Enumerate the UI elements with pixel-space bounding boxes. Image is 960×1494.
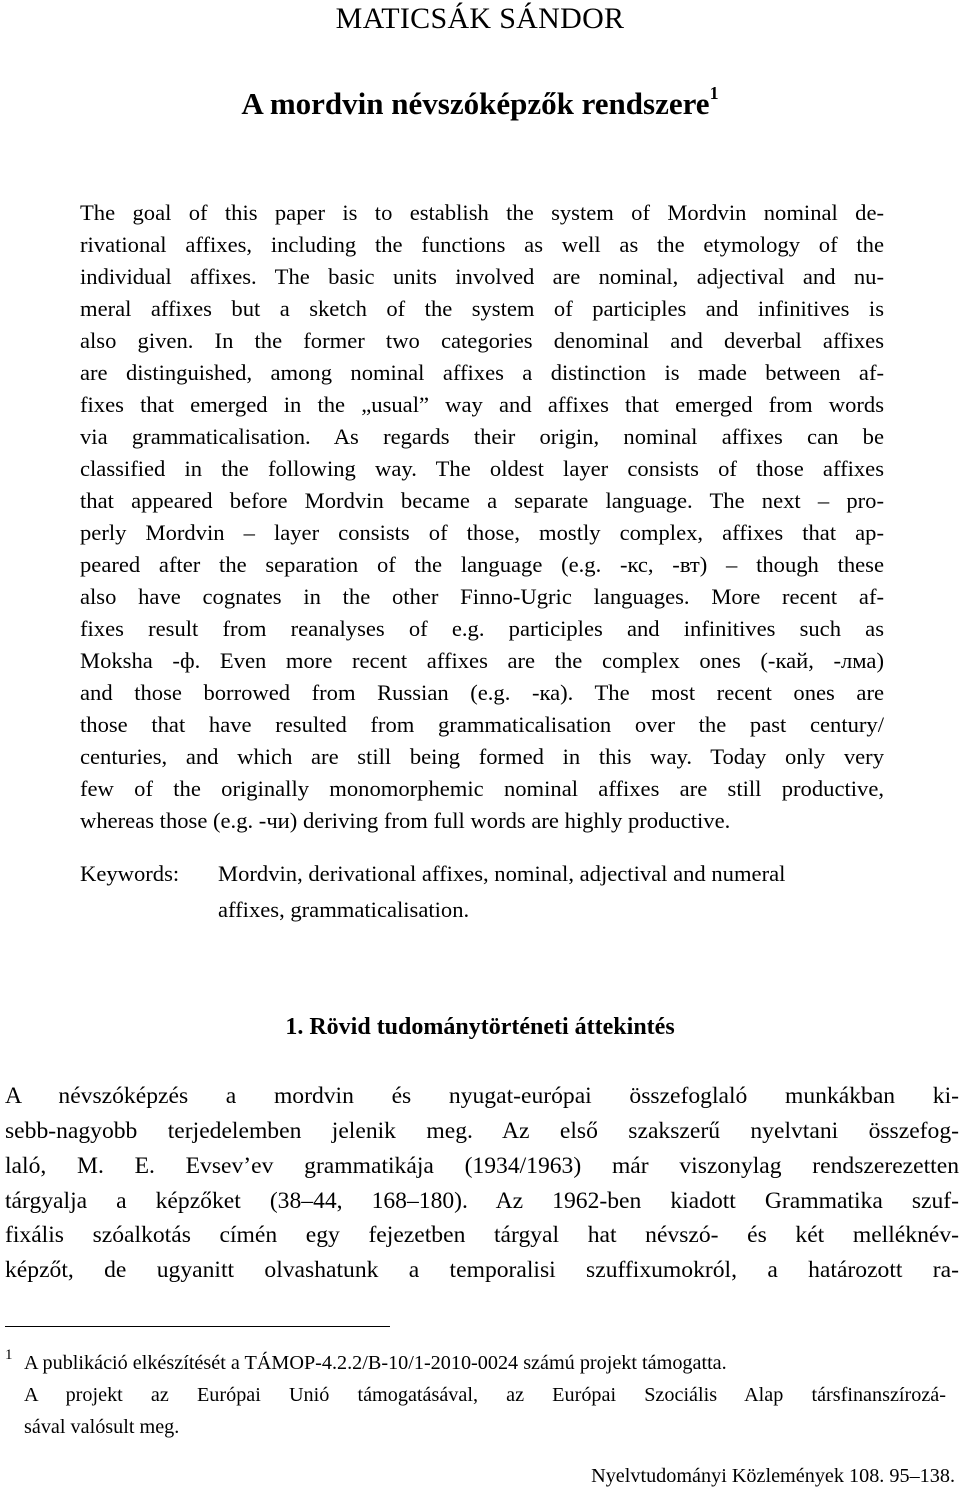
abstract-line: The goal of this paper is to establish the system of Mordvin nominal de- bbox=[80, 200, 884, 225]
body-line: laló, M. E. Evsev’ev grammatikája (1934/1963) már viszonylag rendszerezetten bbox=[5, 1153, 959, 1179]
section-heading: 1. Rövid tudománytörténeti áttekintés bbox=[285, 1014, 675, 1040]
author-name: MATICSÁK SÁNDOR bbox=[335, 2, 625, 35]
abstract-line: that appeared before Mordvin became a separate language. The next – pro- bbox=[80, 488, 884, 513]
footnote-number: 1 bbox=[5, 1347, 13, 1363]
footnote-line: A projekt az Európai Unió támogatásával, az Európai Szociális Alap társfinanszírozá- bbox=[24, 1384, 946, 1406]
footnote-line: A publikáció elkészítését a TÁMOP-4.2.2/B-10/1-2010-0024 számú projekt támogatta. bbox=[24, 1352, 727, 1374]
abstract-line: perly Mordvin – layer consists of those, mostly complex, affixes that ap- bbox=[80, 520, 884, 545]
abstract-line: meral affixes but a sketch of the system of participles and infinitives is bbox=[80, 296, 884, 321]
abstract-line: individual affixes. The basic units involved are nominal, adjectival and nu- bbox=[80, 264, 884, 289]
body-line: A névszóképzés a mordvin és nyugat-európai összefoglaló munkákban ki- bbox=[5, 1083, 959, 1109]
abstract-line: Moksha -ф. Even more recent affixes are the complex ones (-кай, -лма) bbox=[80, 648, 884, 673]
abstract-line: fixes that emerged in the „usual” way and affixes that emerged from words bbox=[80, 392, 884, 417]
abstract-line: few of the originally monomorphemic nominal affixes are still productive, bbox=[80, 776, 884, 801]
body-line: tárgyalja a képzőket (38‒44, 168‒180). Az 1962-ben kiadott Grammatika szuf- bbox=[5, 1188, 959, 1214]
footnote-line: sával valósult meg. bbox=[24, 1416, 180, 1438]
footnote-divider bbox=[5, 1326, 390, 1327]
body-line: képzőt, de ugyanitt olvashatunk a temporalisi szuffixumokról, a határozott ra- bbox=[5, 1257, 959, 1283]
journal-reference: Nyelvtudományi Közlemények 108. 95–138. bbox=[591, 1465, 955, 1487]
abstract-line: via grammaticalisation. As regards their origin, nominal affixes can be bbox=[80, 424, 884, 449]
abstract-line: centuries, and which are still being formed in this way. Today only very bbox=[80, 744, 884, 769]
abstract-line: peared after the separation of the language (e.g. -кс, -вт) – though these bbox=[80, 552, 884, 577]
body-line: fixális szóalkotás címén egy fejezetben tárgyal hat névszó- és két melléknév- bbox=[5, 1222, 959, 1248]
keywords-line: Mordvin, derivational affixes, nominal, adjectival and numeral bbox=[218, 861, 786, 886]
abstract-line: fixes result from reanalyses of e.g. participles and infinitives such as bbox=[80, 616, 884, 641]
abstract-line: rivational affixes, including the functions as well as the etymology of the bbox=[80, 232, 884, 257]
body-line: sebb-nagyobb terjedelemben jelenik meg. Az első szakszerű nyelvtani összefog- bbox=[5, 1118, 959, 1144]
title-footnote-mark: 1 bbox=[709, 83, 719, 103]
abstract-line: those that have resulted from grammaticalisation over the past century/ bbox=[80, 712, 884, 737]
keywords-label: Keywords: bbox=[80, 861, 180, 886]
abstract-line: also given. In the former two categories denominal and deverbal affixes bbox=[80, 328, 884, 353]
abstract-line: also have cognates in the other Finno-Ugric languages. More recent af- bbox=[80, 584, 884, 609]
paper-title bbox=[0, 83, 960, 122]
abstract-line: and those borrowed from Russian (e.g. -ка). The most recent ones are bbox=[80, 680, 884, 705]
abstract-line: whereas those (e.g. -чи) deriving from full words are highly productive. bbox=[80, 808, 731, 833]
keywords-line: affixes, grammaticalisation. bbox=[218, 897, 470, 922]
paper-title-text: A mordvin névszóképzők rendszere bbox=[241, 86, 710, 121]
abstract-line: classified in the following way. The oldest layer consists of those affixes bbox=[80, 456, 884, 481]
abstract-line: are distinguished, among nominal affixes a distinction is made between af- bbox=[80, 360, 884, 385]
